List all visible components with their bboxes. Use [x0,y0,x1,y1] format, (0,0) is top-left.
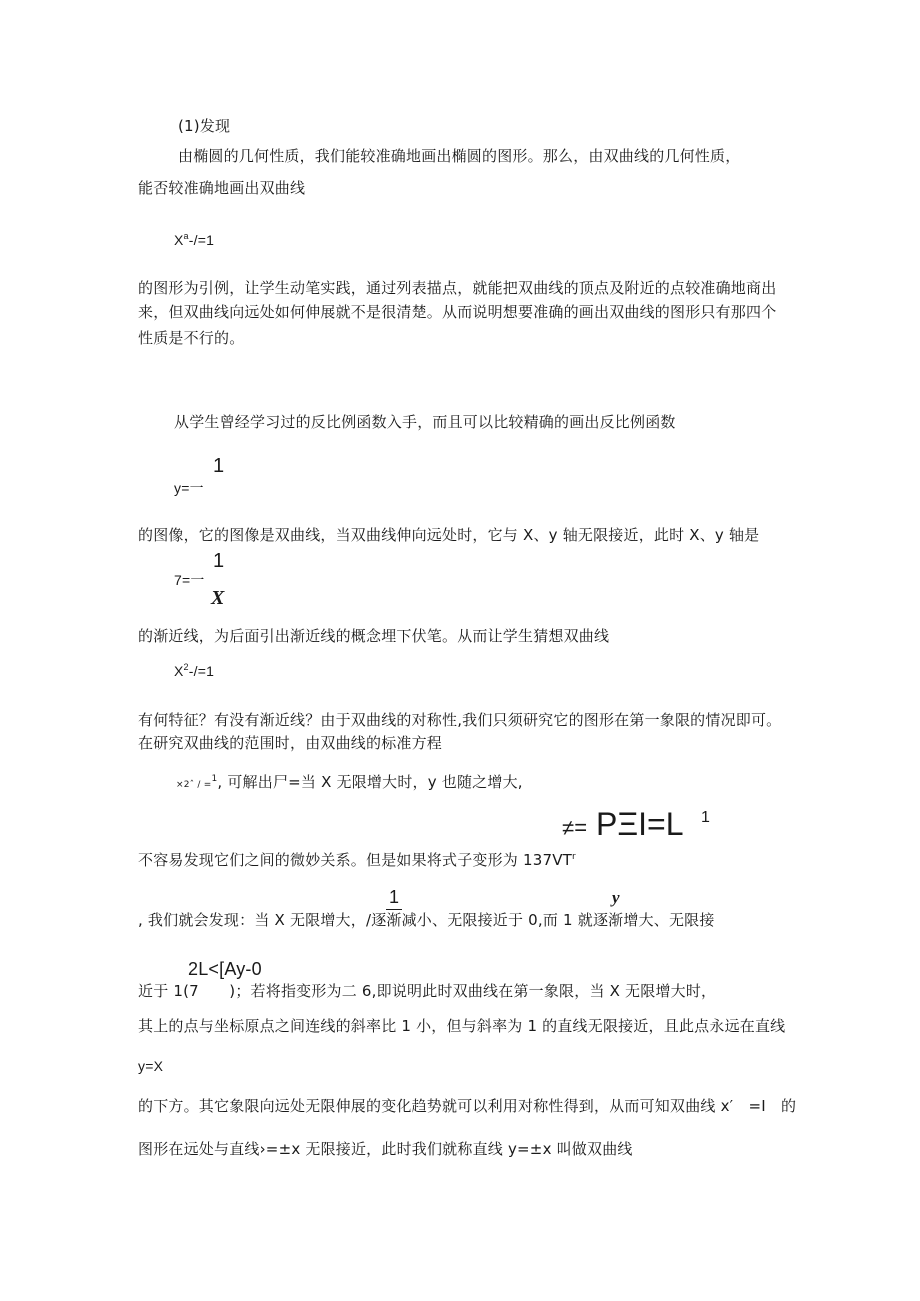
paragraph-line: , 我们就会发现：当 X 无限增大，/逐渐减小、无限接近于 0,而 1 就逐渐增大、无限接 [138,911,715,929]
paragraph-line: 由椭圆的几何性质，我们能较准确地画出椭圆的图形。那么，由双曲线的几何性质， [178,147,741,165]
fraction-numerator: 1 [213,550,225,572]
paragraph-line: 的渐近线，为后面引出渐近线的概念埋下伏笔。从而让学生猜想双曲线 [138,627,610,645]
paragraph-line: 近于 1(7 )；若将指变形为二 6,即说明此时双曲线在第一象限，当 X 无限增大时， [138,982,717,1000]
paragraph-line: 在研究双曲线的范围时，由双曲线的标准方程 [138,734,443,752]
fraction-denominator: X [211,587,225,609]
equation-line: y=X [138,1058,164,1074]
formula-large-sup: 1 [701,809,711,826]
equation-reciprocal-2: 7=一 [174,572,205,588]
paragraph-line: 从学生曾经学习过的反比例函数入手，而且可以比较精确的画出反比例函数 [174,413,676,431]
formula-large: PΞI=L [596,806,684,842]
formula-neq: ≠= [562,815,588,840]
paragraph-line: 性质是不行的。 [138,329,245,347]
paragraph-line: 能否较准确地画出双曲线 [138,179,306,197]
section-heading: (1)发现 [178,117,231,135]
equation-hyperbola-2: $X^2-/=1$ [174,662,215,679]
variable-y: y [612,888,620,907]
formula-inline: 2L<[Ay-0 [188,959,262,979]
fraction-numerator: 1 [389,887,400,907]
equation-reciprocal: y=一 [174,480,204,496]
fraction-numerator: 1 [213,455,225,477]
paragraph-line: 的下方。其它象限向远处无限伸展的变化趋势就可以利用对称性得到，从而可知双曲线 x′ =I 的 [138,1097,797,1115]
paragraph-line: 有何特征？有没有渐近线？由于双曲线的对称性,我们只须研究它的图形在第一象限的情况即可。 [138,711,782,729]
paragraph-line: 图形在远处与直线›=±x 无限接近，此时我们就称直线 y=±x 叫做双曲线 [138,1140,633,1158]
paragraph-line: ×2ˆ / =$^1$, 可解出尸=当 X 无限增大时，y 也随之增大, [176,773,523,791]
equation-hyperbola-1: $X^a-/=1$ [174,231,215,248]
paragraph-line: 其上的点与坐标原点之间连线的斜率比 1 小，但与斜率为 1 的直线无限接近，且此点永远在直线 [138,1017,786,1035]
paragraph-line: 的图形为引例，让学生动笔实践，通过列表描点，就能把双曲线的顶点及附近的点较准确地商出 [138,279,777,297]
paragraph-line: 的图像，它的图像是双曲线，当双曲线伸向远处时，它与 X、y 轴无限接近，此时 X、y 轴是 [138,526,760,544]
paragraph-line: 来，但双曲线向远处如何伸展就不是很清楚。从而说明想要准确的画出双曲线的图形只有那四个 [138,303,777,321]
paragraph-line: 不容易发现它们之间的微妙关系。但是如果将式子变形为 $137VT^r$ [138,851,576,869]
